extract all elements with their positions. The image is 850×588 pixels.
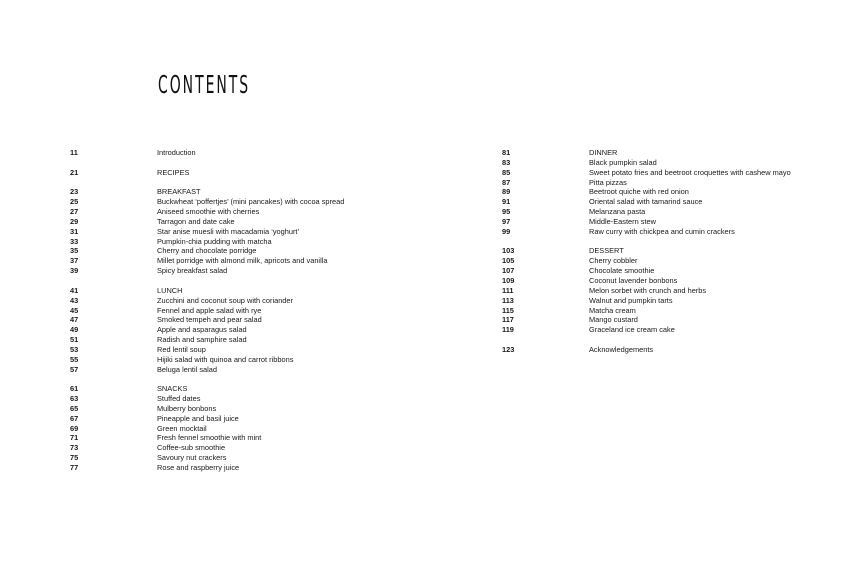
toc-spacer: [70, 276, 440, 286]
toc-page-number: 105: [502, 256, 515, 266]
toc-entry[interactable]: [502, 266, 822, 276]
toc-page-number: 49: [70, 325, 79, 335]
toc-page-number: 11: [70, 148, 78, 157]
toc-entry-title: Spicy breakfast salad: [157, 266, 228, 276]
toc-entry-title: Raw curry with chickpea and cumin crackers: [589, 226, 735, 236]
toc-page-number: 111: [502, 285, 514, 295]
toc-entry-title: Pumpkin-chia pudding with matcha: [157, 236, 272, 246]
toc-entry[interactable]: [70, 335, 440, 345]
toc-page-number: 119: [502, 325, 514, 335]
toc-page-number: 83: [502, 157, 511, 167]
toc-entry[interactable]: [502, 227, 822, 237]
toc-entry-title: Aniseed smoothie with cherries: [157, 207, 260, 217]
toc-entry-title: RECIPES: [157, 167, 190, 177]
toc-spacer: [70, 374, 440, 384]
toc-page-number: 31: [70, 226, 79, 236]
toc-entry[interactable]: [502, 276, 822, 286]
toc-entry-title: Melon sorbet with crunch and herbs: [589, 285, 707, 295]
toc-entry-title: Middle-Eastern stew: [589, 216, 656, 226]
toc-entry[interactable]: [70, 443, 440, 453]
toc-page-number: 99: [502, 226, 511, 236]
toc-page-number: 67: [70, 413, 79, 423]
toc-entry-title: Rose and raspberry juice: [157, 463, 240, 472]
toc-entry[interactable]: [502, 207, 822, 217]
toc-entry[interactable]: [502, 197, 822, 207]
toc-entry-title: Sweet potato fries and beetroot croquettes with cashew mayo: [589, 167, 791, 177]
toc-entry[interactable]: [70, 197, 440, 207]
toc-entry[interactable]: [502, 286, 822, 296]
toc-spacer: [70, 158, 440, 168]
toc-entry-title: Oriental salad with tamarind sauce: [589, 197, 703, 207]
toc-entry[interactable]: [502, 178, 822, 188]
toc-page-number: 117: [502, 315, 514, 325]
toc-entry[interactable]: [70, 433, 440, 443]
toc-page-number: 115: [502, 305, 514, 315]
toc-entry[interactable]: [70, 453, 440, 463]
toc-entry[interactable]: [70, 296, 440, 306]
toc-page-number: 103: [502, 246, 515, 256]
toc-entry[interactable]: [502, 296, 822, 306]
toc-entry-title: Chocolate smoothie: [589, 266, 655, 276]
toc-entry-title: BREAKFAST: [157, 187, 201, 197]
toc-entry-title: Smoked tempeh and pear salad: [157, 315, 262, 325]
toc-entry-title: Pineapple and basil juice: [157, 413, 239, 423]
toc-entry-title: Green mocktail: [157, 423, 207, 433]
toc-page-number: 23: [70, 187, 79, 197]
page-title: CONTENTS: [158, 70, 251, 99]
toc-entry[interactable]: [70, 187, 440, 197]
toc-entry-title: Tarragon and date cake: [157, 216, 235, 226]
toc-entry-title: Pitta pizzas: [589, 177, 627, 187]
toc-page-number: 27: [70, 207, 79, 217]
toc-page-number: 47: [70, 315, 79, 325]
toc-entry[interactable]: [502, 148, 822, 158]
toc-page-number: 57: [70, 364, 79, 374]
toc-entry[interactable]: [70, 286, 440, 296]
toc-entry-title: Apple and asparagus salad: [157, 325, 247, 335]
toc-page-number: 75: [70, 453, 79, 463]
toc-entry[interactable]: [70, 148, 440, 158]
toc-page-number: 91: [502, 197, 511, 207]
toc-entry[interactable]: [70, 414, 440, 424]
toc-page-number: 61: [70, 384, 79, 394]
toc-page-number: 123: [502, 344, 515, 354]
toc-entry-title: Hijiki salad with quinoa and carrot ribbons: [157, 354, 294, 364]
toc-page-number: 43: [70, 295, 79, 305]
toc-entry[interactable]: [70, 227, 440, 237]
toc-page-number: 37: [70, 256, 79, 266]
toc-entry-title: Melanzana pasta: [589, 207, 646, 217]
toc-entry[interactable]: [70, 315, 440, 325]
toc-entry-title: Beluga lentil salad: [157, 364, 217, 374]
toc-page-number: 41: [70, 285, 79, 295]
toc-entry-title: Star anise muesli with macadamia ‘yoghurt’: [157, 226, 300, 236]
toc-entry[interactable]: [502, 345, 822, 355]
toc-entry[interactable]: [502, 315, 822, 325]
toc-entry-title: Walnut and pumpkin tarts: [589, 295, 673, 305]
toc-entry[interactable]: [70, 237, 440, 247]
toc-page-number: 21: [70, 167, 79, 177]
toc-entry[interactable]: [70, 463, 440, 473]
toc-entry-title: Beetroot quiche with red onion: [589, 187, 689, 197]
toc-entry-title: Radish and samphire salad: [157, 335, 247, 345]
toc-entry-title: DINNER: [589, 148, 618, 157]
toc-entry[interactable]: [70, 266, 440, 276]
toc-entry[interactable]: [70, 325, 440, 335]
toc-entry[interactable]: [502, 168, 822, 178]
toc-entry-title: Buckwheat ‘poffertjes’ (mini pancakes) with cocoa spread: [157, 197, 345, 207]
toc-entry[interactable]: [502, 256, 822, 266]
toc-page-number: 95: [502, 207, 511, 217]
toc-page-number: 39: [70, 266, 79, 276]
toc-entry-title: SNACKS: [157, 384, 188, 394]
toc-page-number: 63: [70, 394, 79, 404]
toc-page-number: 35: [70, 246, 79, 256]
toc-page-number: 55: [70, 354, 79, 364]
toc-page-number: 113: [502, 295, 514, 305]
toc-entry-title: Introduction: [157, 148, 196, 157]
toc-page-number: 107: [502, 266, 515, 276]
toc-entry[interactable]: [70, 424, 440, 434]
toc-entry[interactable]: [70, 394, 440, 404]
toc-left-column: [70, 148, 440, 473]
toc-page-number: 33: [70, 236, 79, 246]
toc-entry-title: Cherry and chocolate porridge: [157, 246, 257, 256]
toc-page-number: 71: [70, 433, 79, 443]
toc-page-number: 81: [502, 148, 511, 157]
toc-page-number: 69: [70, 423, 79, 433]
toc-entry-title: Mulberry bonbons: [157, 403, 217, 413]
toc-entry-title: Stuffed dates: [157, 394, 201, 404]
toc-entry[interactable]: [70, 168, 440, 178]
toc-entry[interactable]: [70, 384, 440, 394]
toc-entry[interactable]: [70, 256, 440, 266]
toc-entry[interactable]: [70, 345, 440, 355]
toc-entry[interactable]: [70, 404, 440, 414]
toc-page-number: 85: [502, 167, 511, 177]
toc-entry[interactable]: [502, 187, 822, 197]
toc-entry-title: Fennel and apple salad with rye: [157, 305, 262, 315]
toc-entry[interactable]: [70, 246, 440, 256]
toc-spacer: [502, 335, 822, 345]
toc-page-number: 109: [502, 275, 515, 285]
toc-entry[interactable]: [502, 246, 822, 256]
toc-spacer: [502, 237, 822, 247]
toc-entry-title: LUNCH: [157, 285, 183, 295]
toc-page-number: 97: [502, 216, 511, 226]
toc-page-number: 45: [70, 305, 79, 315]
toc-entry[interactable]: [502, 217, 822, 227]
toc-entry-title: Zucchini and coconut soup with coriander: [157, 295, 293, 305]
toc-page-number: 25: [70, 197, 79, 207]
toc-page-number: 87: [502, 177, 511, 187]
toc-right-column: [502, 148, 822, 355]
toc-entry-title: Graceland ice cream cake: [589, 325, 675, 335]
toc-entry[interactable]: [502, 158, 822, 168]
toc-spacer: [70, 178, 440, 188]
toc-page-number: 89: [502, 187, 511, 197]
toc-entry[interactable]: [70, 217, 440, 227]
toc-entry[interactable]: [70, 365, 440, 375]
toc-page-number: 65: [70, 403, 79, 413]
toc-entry-title: Mango custard: [589, 315, 638, 325]
toc-entry-title: Cherry cobbler: [589, 256, 638, 266]
toc-page-number: 53: [70, 344, 79, 354]
toc-entry[interactable]: [70, 306, 440, 316]
toc-entry-title: Coffee-sub smoothie: [157, 443, 226, 453]
toc-entry[interactable]: [502, 325, 822, 335]
toc-page-number: 73: [70, 443, 79, 453]
toc-entry[interactable]: [502, 306, 822, 316]
toc-entry-title: Black pumpkin salad: [589, 157, 657, 167]
toc-entry-title: DESSERT: [589, 246, 624, 256]
toc-entry[interactable]: [70, 355, 440, 365]
toc-entry-title: Matcha cream: [589, 305, 636, 315]
toc-entry-title: Acknowledgements: [589, 344, 654, 354]
toc-entry-title: Red lentil soup: [157, 344, 206, 354]
toc-page-number: 51: [70, 335, 79, 345]
toc-entry-title: Millet porridge with almond milk, apricots and vanilla: [157, 256, 328, 266]
toc-entry-title: Coconut lavender bonbons: [589, 275, 678, 285]
toc-entry-title: Fresh fennel smoothie with mint: [157, 433, 262, 443]
toc-page-number: 77: [70, 463, 79, 472]
toc-entry-title: Savoury nut crackers: [157, 453, 227, 463]
toc-page-number: 29: [70, 216, 79, 226]
toc-entry[interactable]: [70, 207, 440, 217]
